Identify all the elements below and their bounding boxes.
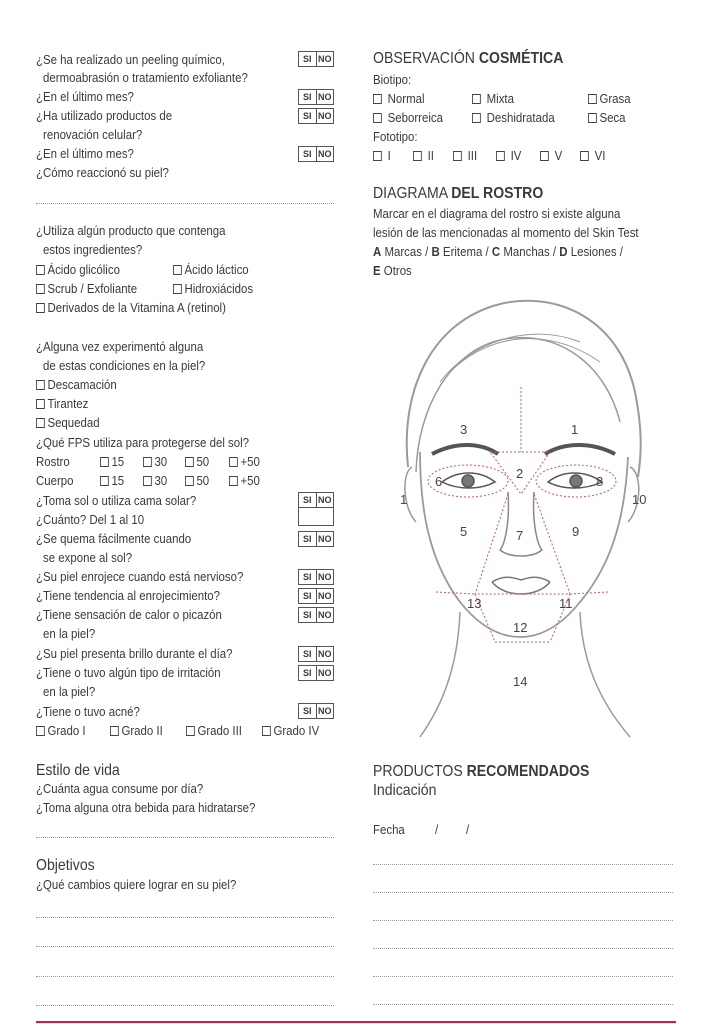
fototipo-1[interactable]: I (373, 148, 391, 164)
last-month-question: ¿En el último mes? (36, 89, 134, 104)
nervous-si-no[interactable] (298, 569, 334, 585)
peeling-question-cont: dermoabrasión o tratamiento exfoliante? (43, 70, 248, 85)
si-option[interactable]: SI (302, 610, 312, 620)
checkbox[interactable] (186, 726, 195, 736)
heat-si-no[interactable] (298, 607, 334, 623)
checkbox[interactable] (588, 94, 597, 104)
biotipo-deshidratada[interactable]: Deshidratada (472, 110, 555, 126)
zone-1-right-forehead: 1 (571, 422, 579, 437)
si-option[interactable]: SI (302, 591, 312, 601)
checkbox[interactable] (36, 380, 45, 390)
si-option[interactable]: SI (302, 668, 312, 678)
redness-si-no[interactable] (298, 588, 334, 604)
irritation-question: ¿Tiene o tuvo algún tipo de irritación (36, 665, 221, 680)
diagram-instructions-2: lesión de las mencionadas al momento del Skin Test (373, 225, 639, 240)
fototipo-6[interactable]: VI (580, 148, 605, 164)
checkbox[interactable] (36, 399, 45, 409)
checkbox[interactable] (36, 726, 45, 736)
zone-14-neck: 14 (513, 674, 528, 689)
zone-2-glabella: 2 (516, 466, 524, 481)
ingredient-scrub[interactable]: Scrub / Exfoliante (36, 281, 137, 297)
checkbox[interactable] (185, 476, 194, 486)
checkbox[interactable] (373, 151, 382, 161)
fps-cuerpo-15[interactable]: 15 (100, 473, 124, 489)
si-option[interactable]: SI (302, 649, 312, 659)
acne-grade-1[interactable]: Grado I (36, 723, 86, 739)
date-label: Fecha (373, 822, 405, 837)
diagram-title: DIAGRAMA DEL ROSTRO (373, 185, 544, 202)
fps-cuerpo-50[interactable]: 50 (185, 473, 209, 489)
si-option[interactable]: SI (302, 111, 312, 121)
ingredient-vitamin-a[interactable]: Derivados de la Vitamina A (retinol) (36, 300, 226, 316)
hair-strands (440, 334, 600, 382)
no-option[interactable]: NO (316, 532, 334, 546)
answer-line[interactable] (36, 837, 334, 838)
checkbox[interactable] (373, 113, 382, 123)
acne-grade-3[interactable]: Grado III (186, 723, 242, 739)
answer-line[interactable] (36, 976, 334, 977)
checkbox[interactable] (496, 151, 505, 161)
no-option[interactable]: NO (316, 666, 334, 680)
zone-11-right-jaw: 11 (559, 596, 573, 611)
no-option[interactable]: NO (316, 52, 334, 66)
si-option[interactable]: SI (302, 149, 312, 159)
diagram-key: A Marcas / B Eritema / C Manchas / D Lesiones / (373, 244, 623, 259)
fototipo-4[interactable]: IV (496, 148, 521, 164)
sun-question: ¿Toma sol o utiliza cama solar? (36, 493, 197, 508)
checkbox[interactable] (540, 151, 549, 161)
peeling-si-no[interactable] (298, 51, 334, 67)
checkbox[interactable] (453, 151, 462, 161)
burn-question: ¿Se quema fácilmente cuando (36, 531, 192, 546)
checkbox[interactable] (472, 113, 481, 123)
last-month-2-si-no[interactable] (298, 146, 334, 162)
checkbox[interactable] (100, 457, 109, 467)
no-option[interactable]: NO (316, 570, 334, 584)
irritation-si-no[interactable] (298, 665, 334, 681)
irritation-question-cont: en la piel? (43, 684, 96, 699)
fps-cuerpo-30[interactable]: 30 (143, 473, 167, 489)
fps-rostro-30[interactable]: 30 (143, 454, 167, 470)
left-eyebrow (432, 445, 498, 454)
right-eyebrow (545, 445, 615, 454)
checkbox[interactable] (143, 457, 152, 467)
zone-7-nose: 7 (516, 528, 524, 543)
redness-question: ¿Tiene tendencia al enrojecimiento? (36, 588, 221, 603)
biotipo-grasa[interactable]: Grasa (588, 91, 631, 107)
si-option[interactable]: SI (302, 534, 312, 544)
acne-question: ¿Tiene o tuvo acné? (36, 704, 140, 719)
ingredient-hydroxy[interactable]: Hidroxiácidos (173, 281, 253, 297)
biotipo-label: Biotipo: (373, 72, 412, 87)
fototipo-5[interactable]: V (540, 148, 562, 164)
checkbox[interactable] (373, 94, 382, 104)
si-option[interactable]: SI (302, 92, 312, 102)
answer-line[interactable] (36, 1005, 334, 1006)
nervous-question: ¿Su piel enrojece cuando está nervioso? (36, 569, 244, 584)
no-option[interactable]: NO (316, 647, 334, 661)
peeling-question: ¿Se ha realizado un peeling químico, (36, 52, 225, 67)
diagram-instructions-1: Marcar en el diagrama del rostro si existe alguna (373, 206, 621, 221)
zone-5-left-cheek: 5 (460, 524, 468, 539)
diagram-key-2: E Otros (373, 263, 412, 278)
fps-rostro-15[interactable]: 15 (100, 454, 124, 470)
checkbox[interactable] (580, 151, 589, 161)
condition-descamacion[interactable]: Descamación (36, 377, 117, 393)
si-option[interactable]: SI (302, 495, 312, 505)
burn-question-cont: se expone al sol? (43, 550, 133, 565)
checkbox[interactable] (472, 94, 481, 104)
fps-cuerpo-50plus[interactable]: +50 (229, 473, 260, 489)
no-option[interactable]: NO (316, 493, 334, 507)
no-option[interactable]: NO (316, 109, 334, 123)
zone-12-chin: 12 (513, 620, 528, 635)
si-option[interactable]: SI (302, 706, 312, 716)
products-title: PRODUCTOS RECOMENDADOS (373, 763, 590, 780)
lower-lip (492, 582, 550, 594)
acne-grade-2[interactable]: Grado II (110, 723, 163, 739)
fps-cuerpo-label: Cuerpo (36, 473, 74, 488)
fototipo-3[interactable]: III (453, 148, 477, 164)
zone-13-left-jaw: 13 (467, 596, 482, 611)
conditions-question-cont: de estas condiciones en la piel? (43, 358, 206, 373)
no-option[interactable]: NO (316, 90, 334, 104)
date-slash-2: / (466, 822, 470, 837)
zone-6-left-eye: 6 (435, 474, 443, 489)
answer-line[interactable] (36, 203, 334, 204)
right-iris (570, 475, 582, 487)
biotipo-mixta[interactable]: Mixta (472, 91, 514, 107)
acne-grade-4[interactable]: Grado IV (262, 723, 319, 739)
how-much-answer-box[interactable] (298, 508, 334, 526)
answer-line[interactable] (373, 948, 673, 949)
checkbox[interactable] (413, 151, 422, 161)
checkbox[interactable] (143, 476, 152, 486)
observation-title: OBSERVACIÓN COSMÉTICA (373, 50, 564, 67)
drink-question: ¿Toma alguna otra bebida para hidratarse? (36, 800, 256, 815)
reaction-question: ¿Cómo reaccionó su piel? (36, 165, 169, 180)
no-option[interactable]: NO (316, 589, 334, 603)
shine-question: ¿Su piel presenta brillo durante el día? (36, 646, 233, 661)
no-option[interactable]: NO (316, 147, 334, 161)
shine-si-no[interactable] (298, 646, 334, 662)
date-slash-1: / (435, 822, 439, 837)
answer-line[interactable] (373, 920, 673, 921)
answer-line[interactable] (36, 946, 334, 947)
answer-line[interactable] (373, 864, 673, 865)
condition-sequedad[interactable]: Sequedad (36, 415, 100, 431)
zone-10-right-ear: 10 (632, 492, 647, 507)
checkbox[interactable] (262, 726, 271, 736)
fototipo-2[interactable]: II (413, 148, 434, 164)
checkbox[interactable] (100, 476, 109, 486)
footer-red-rule (36, 1021, 676, 1023)
lifestyle-title: Estilo de vida (36, 762, 120, 779)
fps-question: ¿Qué FPS utiliza para protegerse del sol? (36, 435, 250, 450)
conditions-question: ¿Alguna vez experimentó alguna (36, 339, 204, 354)
ingredient-lactic[interactable]: Ácido láctico (173, 262, 249, 278)
fps-rostro-50plus[interactable]: +50 (229, 454, 260, 470)
upper-lip (492, 577, 550, 582)
answer-line[interactable] (373, 976, 673, 977)
checkbox[interactable] (36, 265, 45, 275)
checkbox[interactable] (36, 303, 45, 313)
sun-si-no[interactable] (298, 492, 334, 508)
answer-line[interactable] (373, 1004, 673, 1005)
renovation-question: ¿Ha utilizado productos de (36, 108, 173, 123)
si-option[interactable]: SI (302, 572, 312, 582)
zone-9-right-cheek: 9 (572, 524, 580, 539)
zone-3-left-forehead: 3 (460, 422, 468, 437)
left-iris (462, 475, 474, 487)
fps-rostro-50[interactable]: 50 (185, 454, 209, 470)
checkbox[interactable] (173, 284, 182, 294)
no-option[interactable]: NO (316, 704, 334, 718)
checkbox[interactable] (173, 265, 182, 275)
biotipo-seborreica[interactable]: Seborreica (373, 110, 443, 126)
renovation-si-no[interactable] (298, 108, 334, 124)
heat-question-cont: en la piel? (43, 626, 96, 641)
renovation-question-cont: renovación celular? (43, 127, 143, 142)
biotipo-normal[interactable]: Normal (373, 91, 425, 107)
water-question: ¿Cuánta agua consume por día? (36, 781, 204, 796)
burn-si-no[interactable] (298, 531, 334, 547)
biotipo-seca[interactable]: Seca (588, 110, 626, 126)
ingredients-question: ¿Utiliza algún producto que contenga (36, 223, 226, 238)
checkbox[interactable] (229, 457, 238, 467)
acne-si-no[interactable] (298, 703, 334, 719)
checkbox[interactable] (588, 113, 597, 123)
ingredients-question-cont: estos ingredientes? (43, 242, 143, 257)
nose (500, 492, 542, 556)
checkbox[interactable] (36, 418, 45, 428)
changes-question: ¿Qué cambios quiere lograr en su piel? (36, 877, 237, 892)
checkbox[interactable] (36, 284, 45, 294)
zone-1-left-ear: 1 (400, 492, 408, 507)
last-month-si-no[interactable] (298, 89, 334, 105)
checkbox[interactable] (185, 457, 194, 467)
fototipo-label: Fototipo: (373, 129, 418, 144)
answer-line[interactable] (36, 917, 334, 918)
checkbox[interactable] (229, 476, 238, 486)
condition-tirantez[interactable]: Tirantez (36, 396, 88, 412)
si-option[interactable]: SI (302, 54, 312, 64)
last-month-question-2: ¿En el último mes? (36, 146, 134, 161)
answer-line[interactable] (373, 892, 673, 893)
ingredient-glycolic[interactable]: Ácido glicólico (36, 262, 120, 278)
heat-question: ¿Tiene sensación de calor o picazón (36, 607, 222, 622)
fps-rostro-label: Rostro (36, 454, 70, 469)
objectives-title: Objetivos (36, 857, 95, 874)
face-diagram[interactable] (380, 282, 670, 747)
zone-8-right-eye: 8 (596, 474, 604, 489)
checkbox[interactable] (110, 726, 119, 736)
no-option[interactable]: NO (316, 608, 334, 622)
how-much-question: ¿Cuánto? Del 1 al 10 (36, 512, 145, 527)
indication-label: Indicación (373, 782, 437, 799)
